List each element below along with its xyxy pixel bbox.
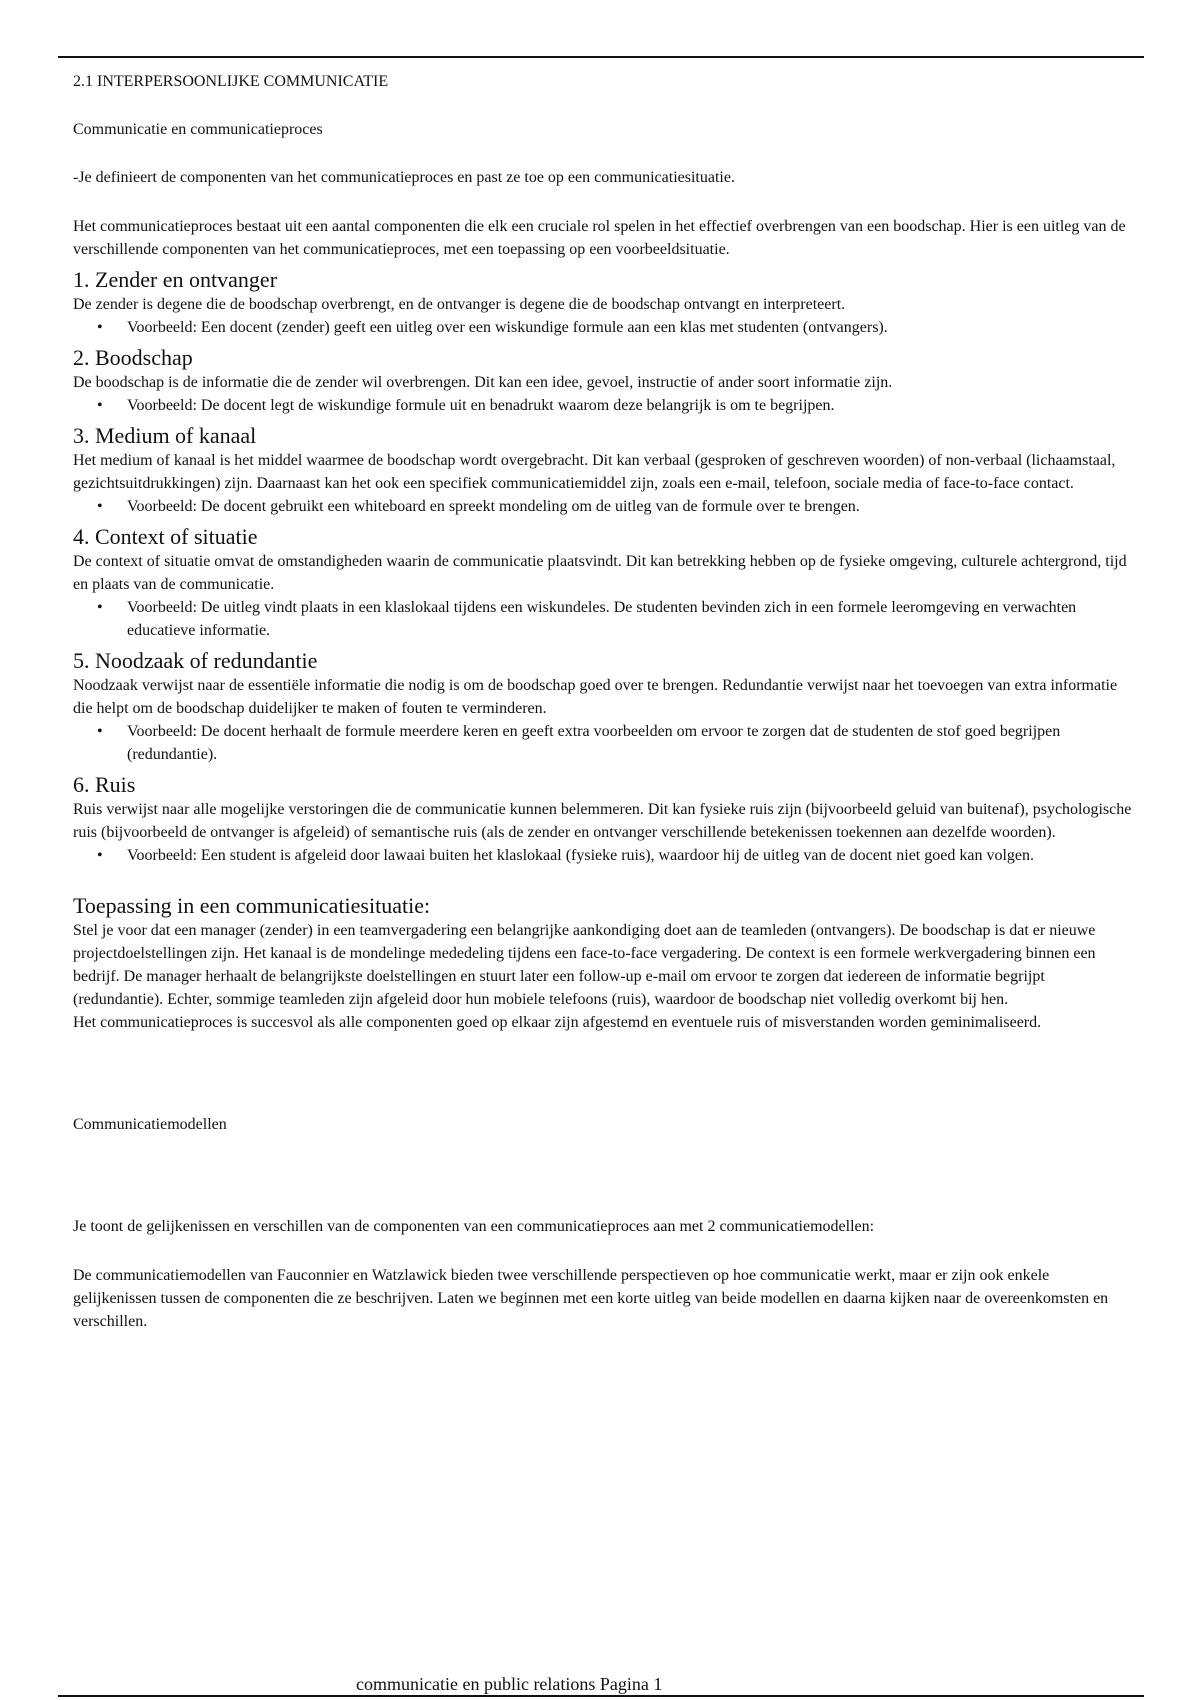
- component-block: [73, 345, 1133, 417]
- bullet-icon: •: [97, 723, 103, 740]
- topic-title: Communicatie en communicatieproces: [73, 121, 323, 138]
- component-heading: 1. Zender en ontvanger: [73, 267, 278, 292]
- component-block: [73, 423, 1133, 518]
- top-rule: [58, 56, 1144, 58]
- example-item: • Voorbeeld: De docent herhaalt de formule meerdere keren en geeft extra voorbeelden om ervoor te zorgen dat de studenten de stof goed begrijpen (redundantie).: [73, 720, 1133, 766]
- component-heading: 4. Context of situatie: [73, 524, 258, 549]
- bullet-icon: •: [97, 847, 103, 864]
- application-heading: Toepassing in een communicatiesituatie:: [73, 893, 431, 918]
- component-heading: 2. Boodschap: [73, 345, 193, 370]
- example-item: • Voorbeeld: De docent legt de wiskundige formule uit en benadrukt waarom deze belangrijk is om te begrijpen.: [73, 394, 1133, 417]
- example-item: • Voorbeeld: De uitleg vindt plaats in een klaslokaal tijdens een wiskundeles. De studenten bevinden zich in een formele leeromgeving en verwachten educatieve informatie.: [73, 596, 1133, 642]
- application-text: Stel je voor dat een manager (zender) in een teamvergadering een belangrijke aankondiging doet aan de teamleden (ontvangers). De boodschap is dat er nieuwe projectdoelstellingen zijn. Het kanaal is de mondelinge mededeling tijdens een face-to-face vergadering. De context is een formele werkvergadering binnen een bedrijf. De manager herhaalt de belangrijkste doelstellingen en stuurt later een follow-up e-mail om ervoor te zorgen dat iedereen de informatie begrijpt (redundantie). Echter, sommige teamleden zijn afgeleid door hun mobiele telefoons (ruis), waardoor de boodschap niet volledig overkomt bij hen.: [73, 922, 1096, 1008]
- bullet-icon: •: [97, 498, 103, 515]
- example-item: • Voorbeeld: Een student is afgeleid door lawaai buiten het klaslokaal (fysieke ruis), waardoor hij de uitleg van de docent niet goed kan volgen.: [73, 844, 1133, 867]
- component-text: De context of situatie omvat de omstandigheden waarin de communicatie plaatsvindt. Dit kan betrekking hebben op de fysieke omgeving, culturele achtergrond, tijd en plaats van de communicatie.: [73, 553, 1127, 593]
- bottom-rule: [58, 1695, 1144, 1697]
- component-block: [73, 267, 1133, 339]
- application-conclusion: Het communicatieproces is succesvol als alle componenten goed op elkaar zijn afgestemd en eventuele ruis of misverstanden worden geminimaliseerd.: [73, 1014, 1042, 1031]
- models-intro-paragraph: De communicatiemodellen van Fauconnier en Watzlawick bieden twee verschillende perspectieven op hoe communicatie werkt, maar er zijn ook enkele gelijkenissen tussen de componenten die ze beschrijven. Laten we beginnen met een korte uitleg van beide modellen en daarna kijken naar de overeenkomsten en verschillen.: [73, 1267, 1109, 1330]
- bullet-icon: •: [97, 397, 103, 414]
- component-text: Noodzaak verwijst naar de essentiële informatie die nodig is om de boodschap goed over te brengen. Redundantie verwijst naar het toevoegen van extra informatie die helpt om de boodschap duidelijker te maken of fouten te verminderen.: [73, 677, 1118, 717]
- learning-objective: -Je definieert de componenten van het communicatieproces en past ze toe op een communicatiesituatie.: [73, 169, 735, 186]
- component-text: De boodschap is de informatie die de zender wil overbrengen. Dit kan een idee, gevoel, instructie of ander soort informatie zijn.: [73, 374, 893, 391]
- component-heading: 6. Ruis: [73, 772, 136, 797]
- topic-title: Communicatiemodellen: [73, 1116, 227, 1133]
- bullet-icon: •: [97, 599, 103, 616]
- bullet-icon: •: [97, 319, 103, 336]
- component-heading: 3. Medium of kanaal: [73, 423, 257, 448]
- component-text: Ruis verwijst naar alle mogelijke verstoringen die de communicatie kunnen belemmeren. Dit kan fysieke ruis zijn (bijvoorbeeld geluid van buitenaf), psychologische ruis (bijvoorbeeld de ontvanger is afgeleid) of semantische ruis (als de zender en ontvanger verschillende betekenissen toekennen aan dezelfde woorden).: [73, 801, 1132, 841]
- component-text: De zender is degene die de boodschap overbrengt, en de ontvanger is degene die de boodschap ontvangt en interpreteert.: [73, 296, 846, 313]
- learning-objective: Je toont de gelijkenissen en verschillen van de componenten van een communicatieproces aan met 2 communicatiemodellen:: [73, 1218, 875, 1235]
- intro-paragraph: Het communicatieproces bestaat uit een aantal componenten die elk een cruciale rol spelen in het effectief overbrengen van een boodschap. Hier is een uitleg van de verschillende componenten van het communicatieproces, met een toepassing op een voorbeeldsituatie.: [73, 218, 1126, 258]
- component-block: [73, 772, 1133, 867]
- component-block: [73, 524, 1133, 642]
- component-heading: 5. Noodzaak of redundantie: [73, 648, 318, 673]
- section-header: 2.1 INTERPERSOONLIJKE COMMUNICATIE: [73, 73, 389, 90]
- page-footer: communicatie en public relations Pagina 1: [356, 1674, 663, 1694]
- document-body: [73, 70, 1133, 1333]
- example-item: • Voorbeeld: Een docent (zender) geeft een uitleg over een wiskundige formule aan een klas met studenten (ontvangers).: [73, 316, 1133, 339]
- component-block: [73, 648, 1133, 766]
- example-item: • Voorbeeld: De docent gebruikt een whiteboard en spreekt mondeling om de uitleg van de formule over te brengen.: [73, 495, 1133, 518]
- component-text: Het medium of kanaal is het middel waarmee de boodschap wordt overgebracht. Dit kan verbaal (gesproken of geschreven woorden) of non-verbaal (lichaamstaal, gezichtsuitdrukkingen) zijn. Daarnaast kan het ook een specifiek communicatiemiddel zijn, zoals een e-mail, telefoon, sociale media of face-to-face contact.: [73, 452, 1116, 492]
